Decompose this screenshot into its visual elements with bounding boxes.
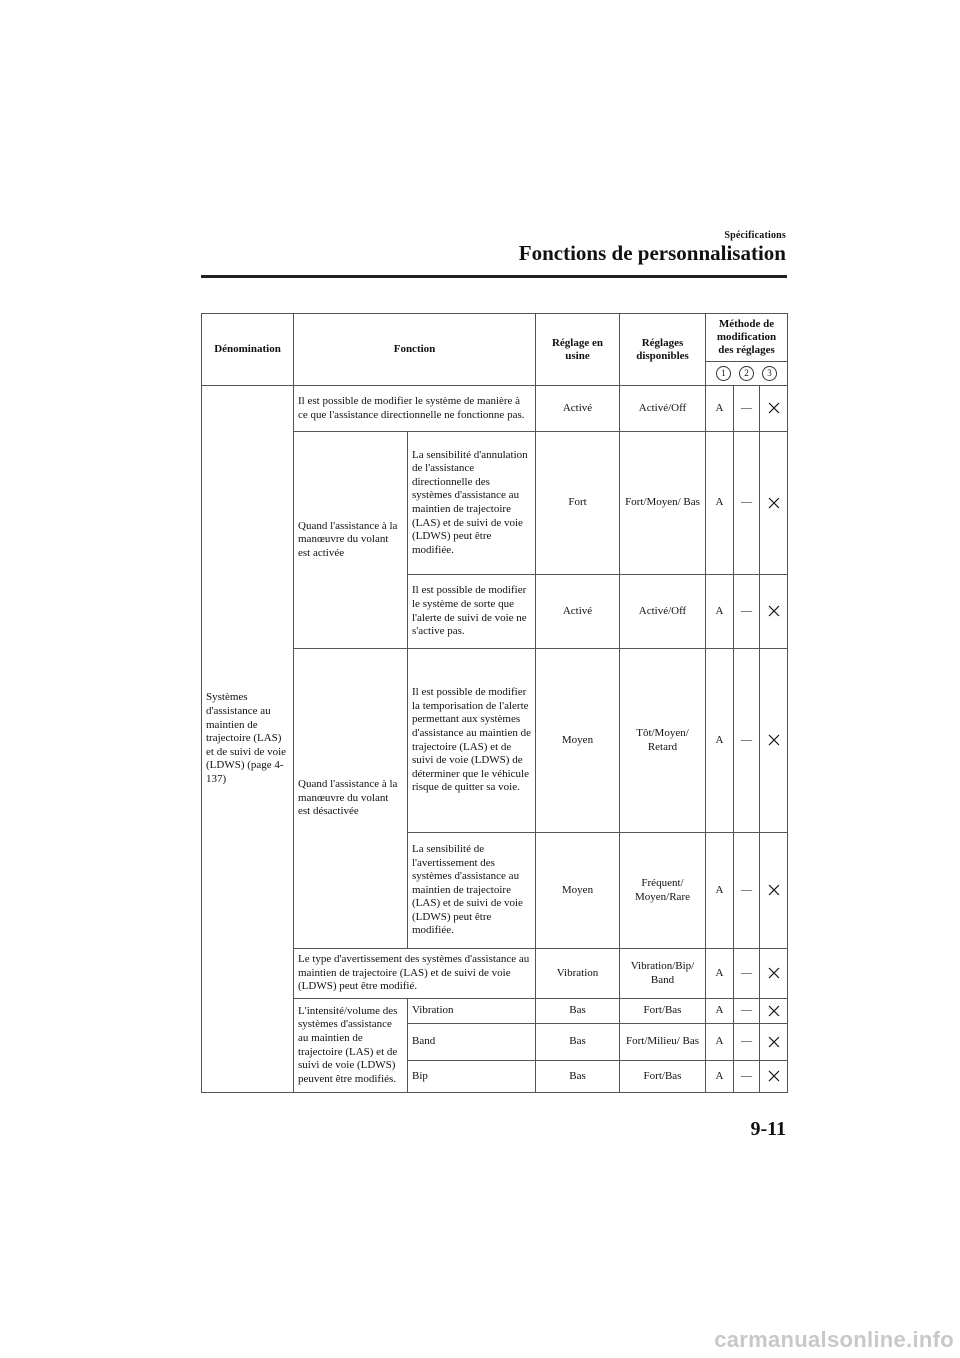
available-cell: Fréquent/ Moyen/Rare	[620, 833, 706, 949]
available-cell: Activé/Off	[620, 386, 706, 432]
method-2-cell: —	[734, 1024, 760, 1061]
factory-cell: Bas	[536, 1061, 620, 1093]
group-name: Systèmes d'assistance au maintien de trajectoire (LAS) et de suivi de voie (LDWS) (page 4-137)	[202, 386, 294, 1093]
col-header-name: Dénomination	[202, 314, 294, 386]
factory-cell: Activé	[536, 575, 620, 649]
method-3-cell	[760, 949, 788, 999]
table-row	[202, 386, 788, 432]
cross-icon	[768, 884, 780, 896]
method-3-cell	[760, 649, 788, 833]
available-cell: Fort/Bas	[620, 1061, 706, 1093]
method-3-cell	[760, 1024, 788, 1061]
method-2-cell: —	[734, 432, 760, 575]
function-group-label: Quand l'assistance à la manœuvre du volant est activée	[294, 432, 408, 649]
cross-icon	[768, 605, 780, 617]
factory-cell: Vibration	[536, 949, 620, 999]
method-numbers	[706, 362, 788, 386]
factory-cell: Activé	[536, 386, 620, 432]
method-1-cell: A	[706, 1061, 734, 1093]
function-cell: Il est possible de modifier le système de sorte que l'alerte de suivi de voie ne s'active pas.	[408, 575, 536, 649]
cross-icon	[768, 967, 780, 979]
factory-cell: Fort	[536, 432, 620, 575]
cross-icon	[768, 1070, 780, 1082]
function-cell: Il est possible de modifier le système de manière à ce que l'assistance directionnelle ne fonctionne pas.	[294, 386, 536, 432]
method-3-cell	[760, 833, 788, 949]
available-cell: Fort/Bas	[620, 999, 706, 1024]
method-3-cell	[760, 432, 788, 575]
method-1-cell: A	[706, 949, 734, 999]
col-header-function: Fonction	[294, 314, 536, 386]
function-cell: La sensibilité de l'avertissement des systèmes d'assistance au maintien de trajectoire (LAS) et de suivi de voie (LDWS) peut être modifiée.	[408, 833, 536, 949]
cross-icon	[768, 1036, 780, 1048]
method-2-cell: —	[734, 833, 760, 949]
function-cell: Bip	[408, 1061, 536, 1093]
method-number-1: 1	[716, 366, 731, 381]
page-title: Fonctions de personnalisation	[518, 241, 786, 265]
method-1-cell: A	[706, 575, 734, 649]
col-header-available: Réglages disponibles	[620, 314, 706, 386]
col-header-method: Méthode de modification des réglages	[706, 314, 788, 362]
available-cell: Activé/Off	[620, 575, 706, 649]
method-number-3: 3	[762, 366, 777, 381]
factory-cell: Moyen	[536, 649, 620, 833]
available-cell: Vibration/Bip/ Band	[620, 949, 706, 999]
method-1-cell: A	[706, 833, 734, 949]
available-cell: Tôt/Moyen/ Retard	[620, 649, 706, 833]
function-group-label: L'intensité/volume des systèmes d'assistance au maintien de trajectoire (LAS) et de suivi de voie (LDWS) peuvent être modifiés.	[294, 999, 408, 1093]
method-1-cell: A	[706, 1024, 734, 1061]
function-group-label: Quand l'assistance à la manœuvre du volant est désactivée	[294, 649, 408, 949]
page-number: 9-11	[750, 1118, 786, 1140]
method-number-2: 2	[739, 366, 754, 381]
cross-icon	[768, 497, 780, 509]
method-3-cell	[760, 386, 788, 432]
function-cell: Il est possible de modifier la temporisation de l'alerte permettant aux systèmes d'assistance au maintien de trajectoire (LAS) et de suivi de voie (LDWS) de déterminer que le véhicule risque de quitter sa voie.	[408, 649, 536, 833]
factory-cell: Bas	[536, 999, 620, 1024]
cross-icon	[768, 402, 780, 414]
method-3-cell	[760, 575, 788, 649]
method-2-cell: —	[734, 999, 760, 1024]
factory-cell: Bas	[536, 1024, 620, 1061]
method-3-cell	[760, 1061, 788, 1093]
cross-icon	[768, 1005, 780, 1017]
col-header-factory: Réglage en usine	[536, 314, 620, 386]
section-label: Spécifications	[724, 230, 786, 241]
header-rule	[201, 275, 787, 278]
method-2-cell: —	[734, 575, 760, 649]
method-2-cell: —	[734, 949, 760, 999]
method-2-cell: —	[734, 386, 760, 432]
method-1-cell: A	[706, 649, 734, 833]
method-1-cell: A	[706, 999, 734, 1024]
function-cell: Le type d'avertissement des systèmes d'assistance au maintien de trajectoire (LAS) et de suivi de voie (LDWS) peut être modifié.	[294, 949, 536, 999]
method-2-cell: —	[734, 649, 760, 833]
method-1-cell: A	[706, 432, 734, 575]
method-1-cell: A	[706, 386, 734, 432]
watermark: carmanualsonline.info	[714, 1327, 954, 1352]
method-3-cell	[760, 999, 788, 1024]
available-cell: Fort/Milieu/ Bas	[620, 1024, 706, 1061]
cross-icon	[768, 734, 780, 746]
method-2-cell: —	[734, 1061, 760, 1093]
customization-table	[201, 313, 788, 1093]
available-cell: Fort/Moyen/ Bas	[620, 432, 706, 575]
function-cell: Band	[408, 1024, 536, 1061]
function-cell: La sensibilité d'annulation de l'assistance directionnelle des systèmes d'assistance au maintien de trajectoire (LAS) et de suivi de voie (LDWS) peut être modifiée.	[408, 432, 536, 575]
factory-cell: Moyen	[536, 833, 620, 949]
function-cell: Vibration	[408, 999, 536, 1024]
